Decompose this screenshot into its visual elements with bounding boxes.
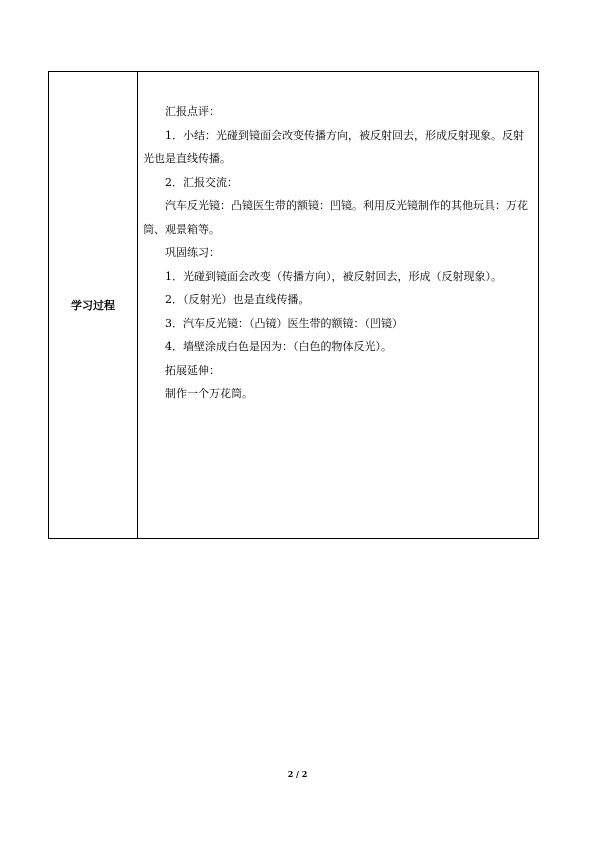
paragraph-extension-task: 制作一个万花筒。 [165, 387, 253, 400]
paragraph-report-exchange: 2．汇报交流： [165, 175, 238, 189]
section-content [143, 100, 532, 406]
paragraph-practice-1: 1．光碰到镜面会改变（传播方向），被反射回去，形成（反射现象）。 [165, 269, 502, 283]
document-table [48, 71, 539, 539]
section-label-cell [49, 72, 138, 538]
section-label: 学习过程 [71, 299, 115, 312]
paragraph-practice-4: 4．墙壁涂成白色是因为：（白色的物体反光）。 [165, 340, 392, 353]
paragraph-practice-heading: 巩固练习： [165, 246, 220, 259]
paragraph-report-review: 汇报点评： [165, 105, 220, 118]
paragraph-mirrors: 汽车反光镜：凸镜医生带的额镜：凹镜。利用反光镜制作的其他玩具：万花筒、观景箱等。 [143, 199, 528, 236]
paragraph-practice-3: 3．汽车反光镜：（凸镜）医生带的额镜：（凹镜） [165, 316, 403, 330]
paragraph-summary: 1．小结：光碰到镜面会改变传播方向，被反射回去，形成反射现象。反射光也是直线传播。 [143, 128, 524, 165]
paragraph-extension-heading: 拓展延伸： [165, 363, 220, 377]
page-number: 2 / 2 [287, 769, 308, 779]
paragraph-practice-2: 2．（反射光）也是直线传播。 [165, 293, 310, 306]
section-content-cell [138, 72, 538, 538]
